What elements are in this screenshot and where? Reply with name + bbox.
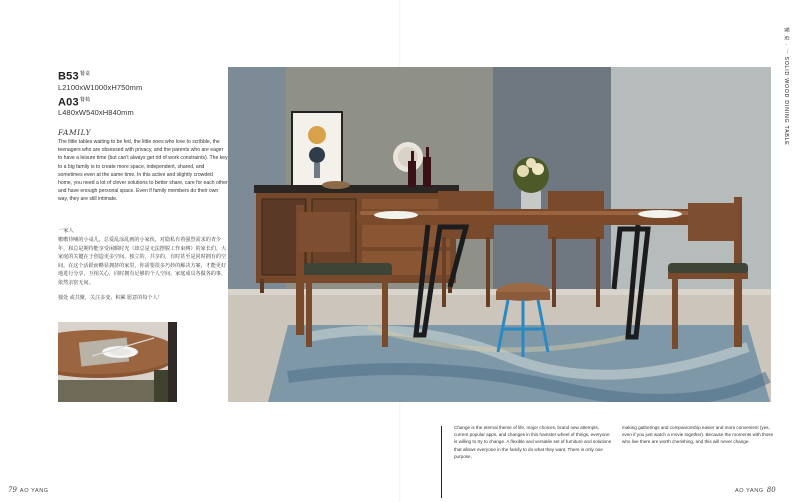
brand-right: AO YANG xyxy=(735,488,764,494)
chinese-section xyxy=(58,227,230,302)
footer-left xyxy=(8,486,49,494)
page-number-right: 80 xyxy=(766,486,776,494)
family-title: FAMILY xyxy=(58,128,92,137)
main-photo xyxy=(228,67,771,402)
spec-code-chair: $A03^{餐椅}$ xyxy=(58,96,91,109)
page-number-left: 79 xyxy=(8,486,17,494)
chinese-title: 一家人 xyxy=(58,228,74,234)
dining-room-illustration xyxy=(228,67,771,402)
text-column-a: Change is the eternal theme of life, major choices, brand new attempts, current popular apps, and changes in this hamster wheel of things, everyone is willing to try to change. A flexible and versatile set of furniture and solutions that allows everyone in the family to do what they want. There is only one purpose, xyxy=(454,425,612,459)
spec-dimensions-table: L2100xW1000xH750mm xyxy=(58,82,143,92)
family-body: The little tables waiting to be fed, the little ones who love to scribble, the teenagers who are obsessed with privacy, and the parents who are eager to have a leisure time (but can't always get rid of work constraints). The key to a big family is to create more space, independent, shared, and sometimes even at the same time. In this active and slightly crowded home, you need a lot of clever solutions to better share, care for each other and have enough personal space. Even if family members do their own way, they are still intimate. xyxy=(58,139,228,203)
spec-dimensions-chair: L480xW540xH840mm xyxy=(58,108,134,118)
column-rule xyxy=(441,426,442,498)
product-specs xyxy=(58,70,228,121)
family-section xyxy=(58,128,228,204)
spec-code-table: $B53^{餐桌}$ xyxy=(58,70,91,83)
text-column-b: making gatherings and companionship easier and more convenient (yes, even if you just watch a movie together). Because the moments with those who live there are worth cherishing, and this will never change. xyxy=(622,425,774,445)
inset-photo xyxy=(58,322,177,402)
chinese-tagline: 独处 或共聚，关注多变，积累 愿意的每个人！ xyxy=(58,294,163,301)
chinese-body: 嗷嗷待哺的小桌儿，总爱乱涂乱画的小家伙，对隐私有着强烈需求的青少年，和总是期待能享受闲暇时光（却总是无法摆脱工作束缚）的家长们。大家庭的关键在于创造更多空间，独立的，共享的，有时甚至是同时拥有的空间。在这个活跃而略显拥挤的家里，你需要很多巧妙的解决方案，才能更好地进行分享，互相关心，同时拥有足够的个人空间。家庭成员各做各的事，依然亲密无间。 xyxy=(58,237,227,286)
footer-right xyxy=(735,486,776,494)
brand-left: AO YANG xyxy=(19,488,49,494)
inset-photo-illustration xyxy=(58,322,177,402)
side-title: 餐 桌 · 一 SOLID WOOD DINING TABLE xyxy=(783,27,789,146)
